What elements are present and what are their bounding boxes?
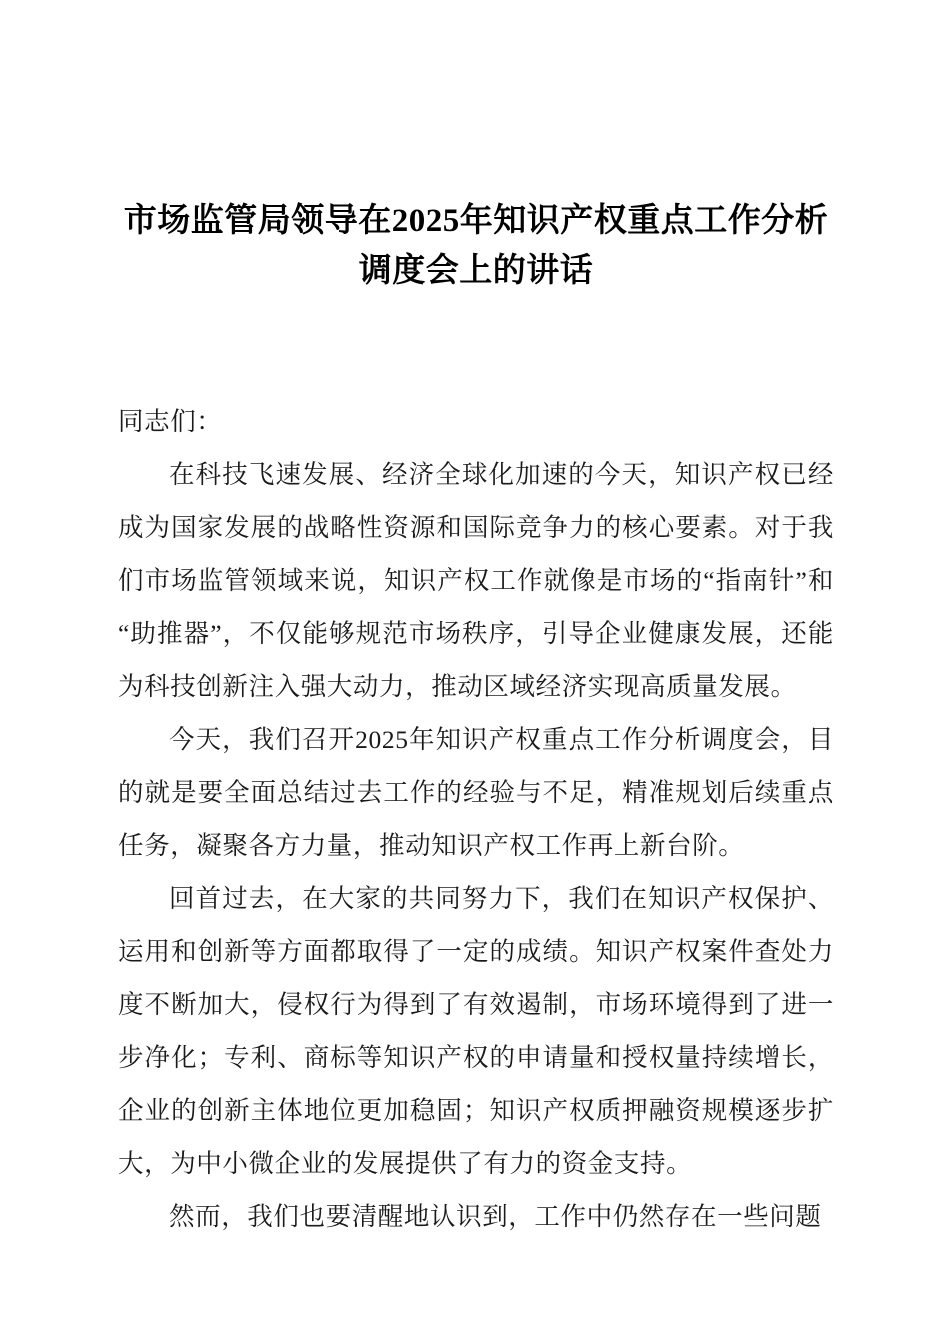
salutation: 同志们：: [118, 407, 223, 436]
paragraph-4: 然而，我们也要清醒地认识到，工作中仍然存在一些问题: [169, 1202, 822, 1231]
title-body-spacer: [118, 296, 834, 395]
paragraph-3: 回首过去，在大家的共同努力下，我们在知识产权保护、运用和创新等方面都取得了一定的成绩。知识产权案件查处力度不断加大，侵权行为得到了有效遏制，市场环境得到了进一步净化；专利、商标等知识产权的申请量和授权量持续增长，企业的创新主体地位更加稳固；知识产权质押融资规模逐步扩大，为中小微企业的发展提供了有力的资金支持。: [118, 884, 834, 1178]
document-content: [118, 395, 834, 1243]
document-text-column: [118, 0, 834, 1243]
page-title-line-1: 市场监管局领导在2025年知识产权重点工作分析: [123, 203, 829, 239]
page-title: [118, 0, 834, 296]
paragraph-2: 今天，我们召开2025年知识产权重点工作分析调度会，目的就是要全面总结过去工作的经验与不足，精准规划后续重点任务，凝聚各方力量，推动知识产权工作再上新台阶。: [118, 725, 834, 860]
page-title-line-2: 调度会上的讲话: [358, 253, 594, 289]
paragraph-1: 在科技飞速发展、经济全球化加速的今天，知识产权已经成为国家发展的战略性资源和国际竞争力的核心要素。对于我们市场监管领域来说，知识产权工作就像是市场的“指南针”和“助推器”，不仅能够规范市场秩序，引导企业健康发展，还能为科技创新注入强大动力，推动区域经济实现高质量发展。: [118, 460, 834, 701]
